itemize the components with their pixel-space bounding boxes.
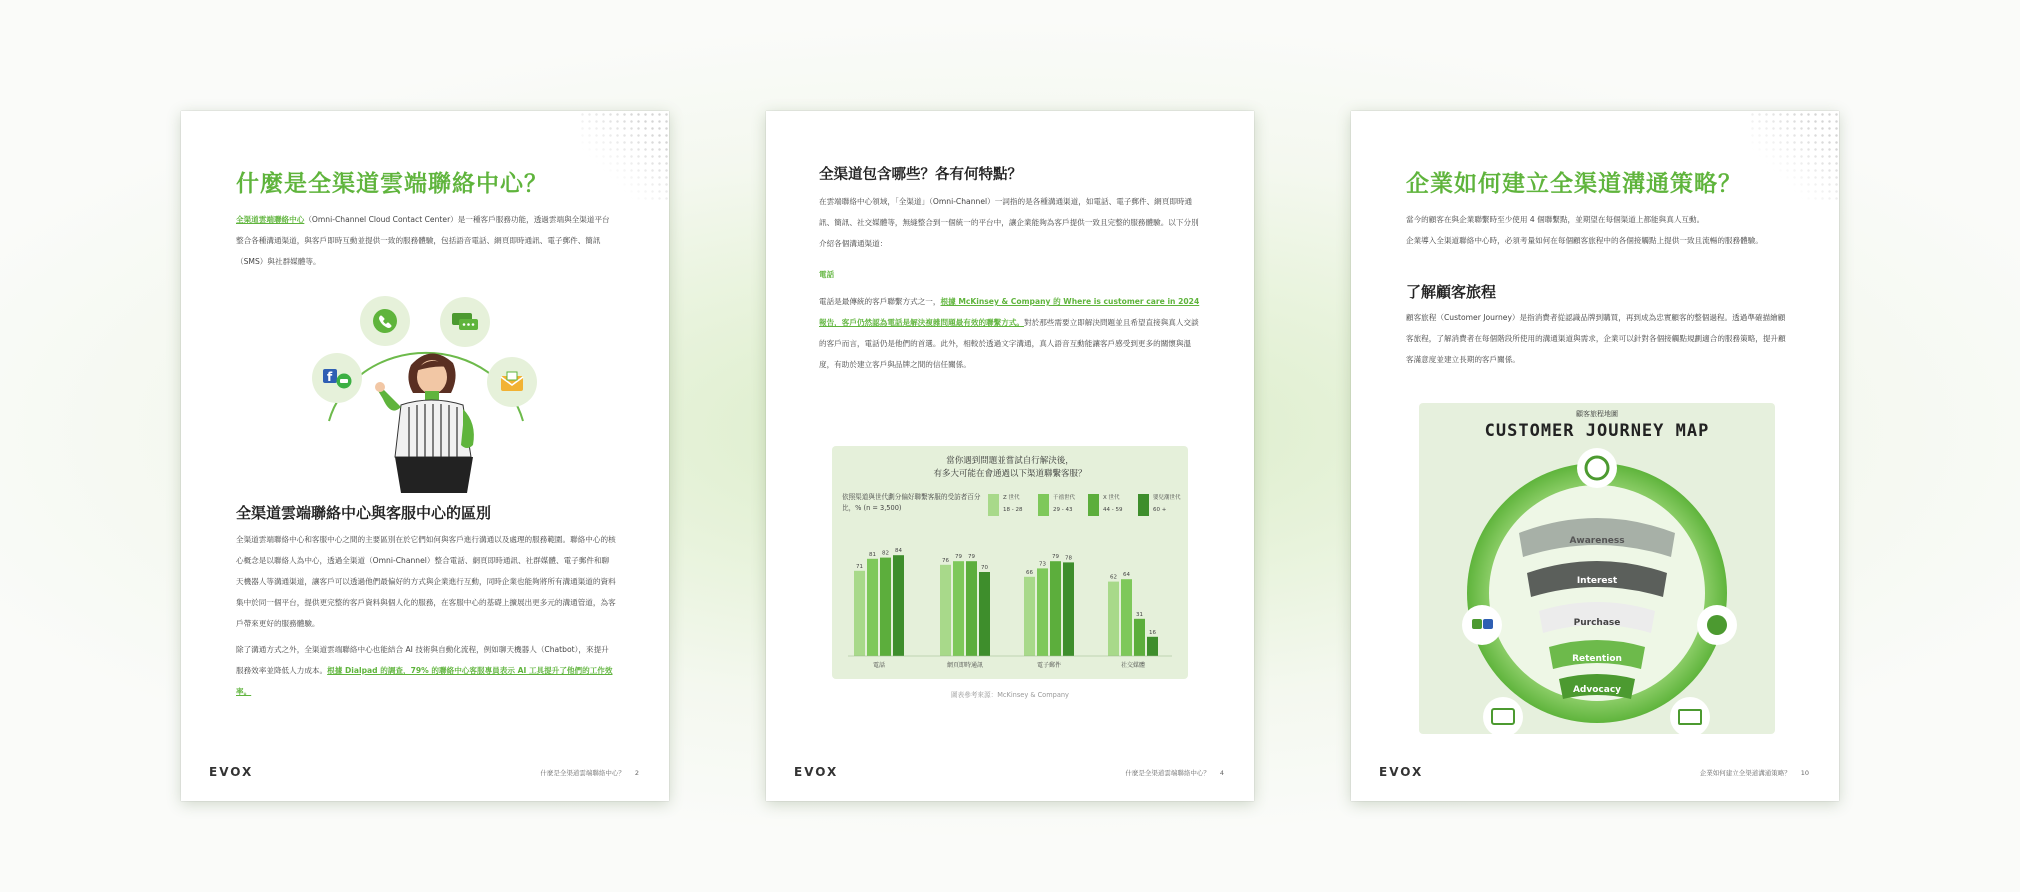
page-footer [1125,768,1224,777]
closing-text: 除了溝通方式之外，全渠道雲端聯絡中心也能結合 AI 技術與自動化流程，例如聊天機器人（Chatbot），來提升服務效率並降低人力成本。 [236,645,609,675]
phone-paragraph [819,291,1204,417]
bar [1037,568,1048,656]
section-heading: 全渠道雲端聯絡中心與客服中心的區別 [236,504,492,522]
bar [1024,577,1035,656]
stage-interest: Interest [1576,576,1618,586]
intro-link[interactable]: 全渠道雲端聯絡中心 [236,215,305,224]
chart-title-line-1: 當你遇到問題並嘗試自行解決後， [946,456,1074,466]
footer-title: 什麼是全渠道雲端聯絡中心？ [540,769,625,777]
legend-range: 44 - 59 [1103,507,1123,513]
stage-purchase: Purchase [1573,618,1621,628]
bar [1121,579,1132,656]
svg-text:f: f [327,370,333,384]
bar [953,561,964,656]
bar [940,565,951,656]
mckinsey-link[interactable]: 根據 McKinsey & Company 的 Where is customer care in 2024 報告，客戶仍然認為電話是解決複雜問題最有效的聯繫方式。 [819,297,1200,327]
bar-value-label: 81 [869,551,876,558]
category-label: 網頁即時通訊 [946,662,984,669]
bar-value-label: 79 [968,554,975,561]
journey-map-graphic [1419,443,1775,734]
section-paragraph: 全渠道雲端聯絡中心和客服中心之間的主要區別在於它們如何與客戶進行溝通以及處理的服務範圍。聯絡中心的核心概念是以聯絡人為中心，透過全渠道（Omni-Channel）整合電話、網頁即時通訊、社群媒體、電子郵件和聊天機器人等溝通渠道，讓客戶可以透過他們最偏好的方式與企業進行互動，同時企業也能夠將所有溝通渠道的資料集中於同一個平台，提供更完整的客戶資料與個人化的服務，在客服中心的基礎上擴展出更多元的溝通管道，為客戶帶來更好的服務體驗。 [236,535,616,628]
bar-value-label: 73 [1039,561,1046,568]
dot-pattern [1749,111,1839,201]
stage-advocacy: Advocacy [1572,685,1622,695]
footer-title: 什麼是全渠道雲端聯絡中心？ [1125,769,1210,777]
bar [1050,561,1061,656]
phone-text: 電話是最傳統的客戶聯繫方式之一， [819,297,941,306]
legend-range: 29 - 43 [1053,507,1073,513]
bar-value-label: 66 [1026,569,1033,576]
page-title: 什麼是全渠道雲端聯絡中心？ [236,171,548,197]
bar-value-label: 16 [1149,629,1156,636]
email-icon [487,357,537,407]
category-label: 電子郵件 [1036,662,1062,669]
social-bubble [312,353,362,403]
bar [1147,637,1158,656]
intro-text: （Omni-Channel Cloud Contact Center）是一種客戶服務功能，透過雲端與全渠道平台整合各種溝通渠道，與客戶即時互動並提供一致的服務體驗，包括語音電話、網頁即時通訊、電子郵件、簡訊（SMS）與社群媒體等。 [236,215,610,266]
bar [979,572,990,656]
phone-subheading: 電話 [819,270,835,279]
chart-y-label: 依照渠道與世代劃分偏好聯繫客服的受訪者百分比，% (n = 3,500) [842,493,981,512]
bar-value-label: 78 [1065,555,1072,562]
stage-retention: Retention [1572,654,1622,664]
page-footer [1700,768,1809,777]
facebook-line-icon [312,353,362,403]
bar [854,571,865,656]
bar [893,555,904,656]
legend-label: 千禧世代 [1053,495,1076,501]
intro-line-2: 企業導入全渠道聯絡中心時，必須考量如何在每個顧客旅程中的各個接觸點上提供一致且流暢的服務體驗。 [1406,236,1763,245]
bar-value-label: 71 [856,563,863,570]
document-page-3 [1351,111,1839,801]
page-title: 企業如何建立全渠道溝通策略？ [1406,171,1742,197]
evox-logo: EVOX [794,765,839,779]
bar [1108,582,1119,656]
phone-icon [360,296,410,346]
page-number: 4 [1219,769,1224,777]
bar-value-label: 76 [942,557,949,564]
legend-label: X 世代 [1103,495,1120,501]
section-heading: 了解顧客旅程 [1406,283,1497,301]
bar [1134,619,1145,656]
stage-awareness: Awareness [1569,536,1625,546]
legend-range: 60 + [1153,507,1167,513]
dialpad-link[interactable]: 根據 Dialpad 的調查，79% 的聯絡中心客服專員表示 AI 工具提升了他們的工作效率。 [236,666,613,696]
bar-value-label: 79 [1052,554,1059,561]
bar [966,561,977,656]
bar [880,558,891,656]
email-bubble [487,357,537,407]
page-title: 全渠道包含哪些？各有何特點？ [819,167,1022,183]
bar-chart-svg [832,446,1188,679]
page-number: 10 [1800,769,1809,777]
chart-title-line-2: 有多大可能在會通過以下渠道聯繫客服？ [933,469,1087,479]
evox-logo: EVOX [1379,765,1424,779]
chat-bubble [440,297,490,347]
document-page-2 [766,111,1254,801]
bar [867,559,878,656]
bar-value-label: 82 [882,550,889,557]
footer-title: 企業如何建立全渠道溝通策略？ [1699,769,1791,777]
customer-agent-person [371,343,491,493]
phone-text-rest: 對於那些需要立即解決問題並且希望直接與真人交談的客戶而言，電話仍是他們的首選。此外，相較於透過文字溝通，真人語音互動能讓客戶感受到更多的關懷與溫度，有助於建立客戶與品牌之間的信任關係。 [819,318,1199,369]
category-label: 社交媒體 [1120,662,1146,669]
closing-paragraph [236,639,616,703]
intro-line-1: 當今的顧客在與企業聯繫時至少使用 4 個聯繫點，並期望在每個渠道上都能與真人互動。 [1406,215,1705,224]
document-page-1 [181,111,669,801]
page-footer [540,768,639,777]
bar-value-label: 70 [981,565,988,571]
page-number: 2 [634,769,639,777]
legend-label: Z 世代 [1003,495,1020,501]
channel-preference-chart [832,446,1188,679]
evox-logo: EVOX [209,765,254,779]
journey-map-subtitle: 顧客旅程地圖 [1576,410,1618,418]
bar-value-label: 64 [1123,572,1130,579]
journey-map-title: CUSTOMER JOURNEY MAP [1484,421,1710,441]
bar-value-label: 62 [1110,574,1117,581]
category-label: 電話 [872,662,886,669]
chat-icon [440,297,490,347]
legend-label: 嬰兒潮世代 [1153,495,1181,501]
intro-paragraph: 在雲端聯絡中心領域，「全渠道」（Omni-Channel）一詞指的是各種溝通渠道，如電話、電子郵件、網頁即時通訊、簡訊、社交媒體等，無縫整合到一個統一的平台中，讓企業能夠為客戶提供一致且完整的服務體驗。以下分別介紹各個溝通渠道： [819,197,1199,248]
section-paragraph: 顧客旅程（Customer Journey）是指消費者從認識品牌到購買，再到成為忠實顧客的整個過程。透過準確描繪顧客旅程，了解消費者在每個階段所使用的溝通渠道與需求，企業可以針對各個接觸點規劃適合的服務策略，提升顧客滿意度並建立長期的客戶關係。 [1406,313,1786,364]
bar-value-label: 84 [895,548,902,555]
customer-journey-map [1419,403,1775,734]
chart-source: 圖表參考來源：McKinsey & Company [951,691,1069,699]
bar-value-label: 79 [955,554,962,561]
bar-value-label: 31 [1136,611,1143,618]
legend-range: 18 - 28 [1003,507,1023,513]
phone-bubble [360,296,410,346]
bar [1063,562,1074,656]
